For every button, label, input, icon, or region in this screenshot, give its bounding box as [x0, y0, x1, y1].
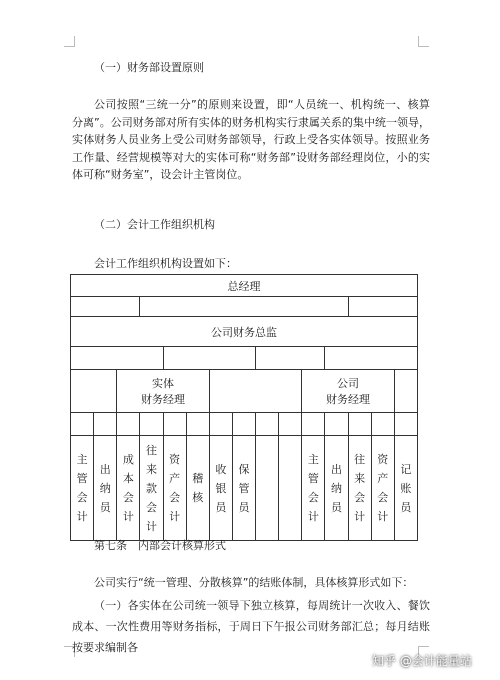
cell-empty [209, 370, 302, 413]
paragraph-independent-accounting: （一）各实体在公司统一领导下独立核算，每周统计一次收入、餐饮成本、一次性费用等财务指标，于周日下午报公司财务部汇总；每月结账按要求编制各 [72, 599, 430, 654]
position-label: 出纳员 [330, 462, 342, 514]
position-label: 资产会计 [377, 453, 389, 523]
cell-empty [256, 347, 325, 370]
watermark-zhihu: 知乎 @会计能量站 [372, 654, 472, 668]
position-cell [348, 436, 371, 541]
position-cell [302, 436, 325, 541]
position-label: 主管会计 [76, 453, 88, 523]
paragraph-accounting-system: 公司实行“统一管理、分散核算”的结账体制，具体核算形式如下： [94, 576, 414, 589]
position-label: 出纳员 [99, 462, 111, 514]
cell-empty [325, 347, 418, 370]
position-label: 资产会计 [169, 453, 181, 523]
position-label: 保管员 [238, 462, 250, 514]
cell-empty [71, 370, 117, 413]
paragraph-principles: 公司按照“三统一分”的原则来设置，即“人员统一、机构统一、核算分离”。公司财务部对所有实体的财务机构实行隶属关系的集中统一领导，实体财务人员业务上受公司财务部领导，行政上受各实体领导。按照业务工作量、经营规模等对大的实体可称“财务部”设财务部经理岗位，小的实体可称“财务室”，设会计主管岗位。 [72, 98, 430, 181]
position-label: 主管会计 [307, 453, 319, 523]
cell-empty [256, 413, 279, 436]
table-intro: 会计工作组织机构设置如下： [94, 257, 237, 270]
cell-empty [302, 413, 325, 436]
position-cell [325, 436, 348, 541]
position-cell [163, 436, 186, 541]
cell-empty [71, 347, 164, 370]
position-cell [117, 436, 140, 541]
position-cell [209, 436, 232, 541]
cell-empty [117, 413, 140, 436]
cell-empty [140, 297, 348, 317]
cell-finance-director: 公司财务总监 [71, 317, 418, 347]
cell-empty [348, 297, 418, 317]
cell-empty [71, 413, 94, 436]
cell-empty [140, 413, 163, 436]
crop-mark-top-right [418, 36, 429, 47]
crop-mark-top-left [64, 36, 75, 47]
cell-empty [232, 413, 255, 436]
article-7-heading: 第七条 内部会计核算形式 [94, 539, 226, 552]
position-label: 往来款会计 [145, 443, 157, 533]
position-label: 往来会计 [354, 453, 366, 523]
position-cell [371, 436, 394, 541]
cell-empty [279, 413, 302, 436]
org-chart-table [70, 274, 418, 541]
position-cell [279, 436, 302, 541]
cell-empty [348, 413, 371, 436]
position-label: 收银员 [215, 462, 227, 514]
cell-empty [394, 413, 417, 436]
position-cell [394, 436, 417, 541]
position-label: 稽核 [192, 472, 204, 504]
cell-empty [371, 413, 394, 436]
cell-general-manager: 总经理 [71, 275, 418, 297]
position-cell [71, 436, 94, 541]
position-cell [186, 436, 209, 541]
cell-empty [325, 413, 348, 436]
cell-empty [186, 413, 209, 436]
cell-company-finance-manager [302, 370, 395, 413]
position-label: 记账员 [400, 462, 412, 514]
cell-empty [163, 347, 256, 370]
cell-empty [71, 297, 140, 317]
position-cell [232, 436, 255, 541]
cell-empty [209, 413, 232, 436]
finance-manager-label: 财务经理 [141, 393, 185, 406]
position-label: 成本会计 [122, 453, 134, 523]
cell-empty [163, 413, 186, 436]
cell-empty [394, 370, 417, 413]
position-cell [256, 436, 279, 541]
entity-label: 实体 [152, 377, 174, 390]
company-label: 公司 [337, 377, 359, 390]
position-cell [140, 436, 163, 541]
position-cell [94, 436, 117, 541]
finance-manager-label: 财务经理 [326, 393, 370, 406]
cell-empty [94, 413, 117, 436]
section-heading-1: （一）财务部设置原则 [94, 61, 204, 74]
cell-entity-finance-manager [117, 370, 210, 413]
section-heading-2: （二）会计工作组织机构 [94, 218, 215, 231]
